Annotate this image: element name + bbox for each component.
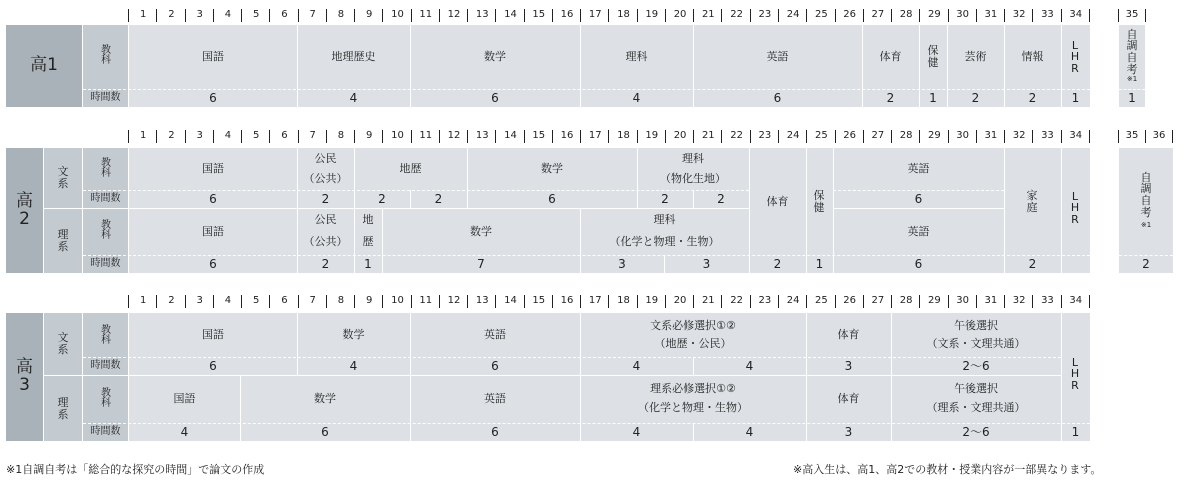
- b-subject-kokugo: 国語: [202, 162, 224, 176]
- period-number: 20: [673, 9, 687, 21]
- footnote-konyusei: ※高入生は、高1、高2での教材・授業内容が一部異なります。: [793, 463, 1102, 476]
- subject-chireki: 地理歴史: [331, 50, 376, 64]
- period-number: 13: [475, 295, 489, 307]
- r-hours-gogo: 2～6: [962, 424, 990, 439]
- r-hours-hisshu-b: 4: [745, 424, 754, 439]
- hours-lhr: 1: [1071, 90, 1080, 105]
- period-number: 5: [252, 295, 260, 307]
- hours-row-label: 時間数: [90, 91, 121, 103]
- grade2-period-ruler: [0, 128, 1187, 146]
- r-subject-sugaku: 数学: [470, 224, 492, 238]
- b-hours-kokugo: 6: [209, 358, 217, 373]
- hours-taiiku: 2: [886, 90, 895, 105]
- r-hours-eigo: 6: [914, 256, 923, 271]
- period-number: 15: [532, 130, 546, 142]
- period-number: 4: [224, 9, 232, 21]
- period-number: 25: [814, 130, 828, 142]
- period-number: 22: [730, 130, 743, 142]
- period-number: 33: [1041, 130, 1054, 142]
- period-number: 2: [168, 9, 175, 21]
- period-number: 6: [281, 9, 288, 21]
- period-number: 35: [1125, 130, 1139, 142]
- period-number: 31: [984, 295, 998, 307]
- period-number: 17: [588, 9, 602, 21]
- period-number: 4: [224, 295, 232, 307]
- r-subject-kokugo: 国語: [173, 392, 196, 406]
- period-number: 29: [928, 9, 941, 21]
- grade3-label: 高 3: [16, 357, 33, 395]
- period-number: 21: [701, 9, 715, 21]
- period-number: 10: [391, 130, 404, 142]
- period-number: 13: [475, 9, 489, 21]
- period-number: 19: [645, 295, 659, 307]
- period-number: 2: [168, 130, 175, 142]
- r-hours-kokugo: 4: [180, 424, 189, 439]
- period-number: 13: [475, 130, 489, 142]
- b-hours-hisshu-b: 4: [745, 358, 754, 373]
- period-number: 6: [281, 295, 288, 307]
- period-number: 31: [984, 130, 998, 142]
- r-hours-rika-a: 3: [618, 256, 626, 271]
- b-subject-eigo: 英語: [907, 162, 930, 176]
- period-number: 32: [1012, 295, 1026, 307]
- period-number: 9: [366, 9, 373, 21]
- subject-joho: 情報: [1021, 50, 1044, 64]
- b-hours-sugaku: 4: [349, 358, 358, 373]
- hours-row-label: 時間数: [90, 258, 121, 270]
- subject-row-label: 教 科: [101, 324, 111, 346]
- period-number: 14: [504, 9, 517, 21]
- period-tick: [1145, 130, 1146, 143]
- period-number: 6: [281, 130, 288, 142]
- b-hours-hisshu-a: 4: [632, 358, 641, 373]
- b-hours-taiiku: 3: [844, 358, 853, 373]
- b-subject-rika-sub: （物化生地）: [660, 172, 726, 186]
- period-number: 15: [532, 9, 546, 21]
- period-number: 9: [366, 130, 373, 142]
- period-number: 28: [899, 295, 913, 307]
- period-number: 27: [871, 295, 885, 307]
- period-number: 34: [1069, 295, 1083, 307]
- subject-lhr: L H R: [1070, 38, 1080, 75]
- period-number: 8: [337, 130, 345, 142]
- period-number: 33: [1041, 9, 1054, 21]
- period-number: 12: [447, 130, 461, 142]
- period-number: 7: [309, 9, 316, 21]
- r-subject-eigo: 英語: [484, 392, 506, 406]
- b-hours-sugaku: 6: [548, 191, 556, 206]
- period-number: 27: [871, 9, 885, 21]
- b-hours-eigo: 6: [914, 191, 923, 206]
- b-subject-eigo: 英語: [484, 328, 506, 342]
- period-number: 30: [956, 130, 970, 142]
- period-number: 26: [843, 130, 856, 142]
- period-number: 7: [309, 130, 316, 142]
- b-subject-rika: 理科: [682, 152, 704, 166]
- period-number: 35: [1125, 9, 1139, 21]
- period-tick: [1172, 130, 1173, 143]
- period-tick: [1118, 130, 1119, 143]
- period-number: 5: [252, 130, 260, 142]
- r-hours-hisshu-a: 4: [632, 424, 641, 439]
- period-number: 23: [758, 9, 772, 21]
- period-number: 12: [447, 9, 461, 21]
- hours-row-label: 時間数: [90, 193, 121, 205]
- r-hours-sugaku: 6: [321, 424, 329, 439]
- period-number: 29: [928, 295, 941, 307]
- b-hours-chireki-a: 2: [378, 191, 386, 206]
- period-number: 17: [588, 295, 602, 307]
- period-number: 33: [1041, 295, 1054, 307]
- r-subject-rika-sub: （化学と物理・生物）: [609, 235, 720, 249]
- period-number: 14: [504, 295, 517, 307]
- subject-geijutsu: 芸術: [964, 50, 987, 64]
- subject-sugaku: 数学: [484, 50, 506, 64]
- hours-hoken: 1: [815, 256, 824, 271]
- subject-rika: 理科: [625, 50, 648, 64]
- b-subject-hisshu-sub: （地歴・公民）: [654, 337, 732, 351]
- r-hours-rika-b: 3: [702, 256, 711, 271]
- period-number: 4: [224, 130, 232, 142]
- b-subject-taiiku: 体育: [837, 328, 860, 342]
- period-number: 11: [419, 9, 433, 21]
- subject-eigo: 英語: [766, 50, 789, 64]
- period-number: 34: [1069, 130, 1083, 142]
- period-number: 9: [366, 295, 373, 307]
- hours-hoken: 1: [929, 90, 937, 105]
- period-number: 3: [196, 9, 203, 21]
- subject-taiiku: 体育: [879, 50, 902, 64]
- period-number: 8: [337, 9, 345, 21]
- hours-lhr: 1: [1071, 424, 1080, 439]
- period-number: 26: [843, 9, 856, 21]
- period-number: 31: [984, 9, 998, 21]
- grade3-period-ruler: [0, 293, 1187, 311]
- period-number: 24: [786, 130, 800, 142]
- subject-lhr: L H R: [1070, 189, 1080, 226]
- subject-row-label: 教 科: [101, 387, 111, 409]
- period-number: 11: [419, 295, 433, 307]
- grade1-period-ruler: [0, 0, 1187, 24]
- jishu-note: ※1: [1140, 220, 1152, 229]
- period-number: 29: [928, 130, 941, 142]
- period-number: 16: [560, 9, 574, 21]
- hours-rika: 4: [632, 90, 641, 105]
- hours-taiiku: 2: [773, 256, 782, 271]
- period-number: 27: [871, 130, 885, 142]
- period-number: 25: [814, 295, 828, 307]
- period-number: 1: [139, 9, 147, 21]
- period-number: 20: [673, 130, 687, 142]
- b-subject-komin-sub: （公共）: [303, 172, 348, 186]
- period-number: 22: [730, 295, 743, 307]
- period-number: 24: [786, 295, 800, 307]
- period-number: 24: [786, 9, 800, 21]
- b-subject-kokugo: 国語: [202, 328, 224, 342]
- subject-row-label: 教 科: [101, 219, 111, 241]
- period-number: 30: [956, 295, 970, 307]
- subject-taiiku: 体育: [766, 194, 789, 208]
- period-number: 3: [196, 295, 203, 307]
- b-subject-chireki: 地歴: [399, 162, 422, 176]
- period-number: 1: [139, 295, 147, 307]
- hours-eigo: 6: [773, 90, 782, 105]
- hours-sugaku: 6: [491, 90, 499, 105]
- hours-row-label: 時間数: [90, 425, 121, 437]
- period-number: 18: [617, 130, 630, 142]
- hours-geijutsu: 2: [971, 90, 980, 105]
- track-rikei: 理 系: [57, 396, 69, 421]
- r-subject-chireki-sub: 歴: [362, 235, 374, 249]
- jishu-label: 自 調 自 考: [1126, 27, 1138, 76]
- track-bunkei: 文 系: [57, 165, 69, 190]
- r-subject-eigo: 英語: [907, 224, 930, 238]
- period-number: 5: [252, 9, 260, 21]
- b-subject-gogo: 午後選択: [954, 319, 998, 333]
- jishu-note: ※1: [1126, 74, 1138, 83]
- subject-lhr: L H R: [1070, 355, 1080, 392]
- hours-katei: 2: [1028, 256, 1037, 271]
- period-number: 15: [532, 295, 546, 307]
- b-subject-sugaku: 数学: [342, 328, 365, 342]
- period-number: 20: [673, 295, 687, 307]
- period-number: 3: [196, 130, 203, 142]
- period-number: 14: [504, 130, 517, 142]
- jishu-label: 自 調 自 考: [1140, 170, 1152, 219]
- period-tick: [1118, 9, 1119, 22]
- period-number: 19: [645, 130, 659, 142]
- period-number: 16: [560, 295, 574, 307]
- period-number: 1: [139, 130, 147, 142]
- period-number: 28: [899, 9, 913, 21]
- period-number: 25: [814, 9, 828, 21]
- period-number: 21: [701, 295, 715, 307]
- track-bunkei: 文 系: [57, 331, 69, 356]
- b-hours-gogo: 2～6: [962, 358, 990, 373]
- jishu-hours: 2: [1142, 256, 1150, 271]
- period-number: 36: [1152, 130, 1166, 142]
- r-hours-chireki: 1: [364, 256, 372, 271]
- b-subject-hisshu: 文系必修選択①②: [650, 319, 736, 333]
- r-hours-taiiku: 3: [844, 424, 853, 439]
- r-subject-hisshu-sub: （化学と物理・生物）: [638, 401, 748, 415]
- subject-katei: 家 庭: [1026, 189, 1038, 214]
- period-number: 7: [309, 295, 316, 307]
- subject-row-label: 教 科: [101, 157, 111, 179]
- r-subject-sugaku: 数学: [314, 392, 336, 406]
- grade1-label: 高1: [30, 55, 58, 76]
- r-hours-eigo: 6: [491, 424, 499, 439]
- hours-kokugo: 6: [209, 90, 217, 105]
- period-number: 11: [419, 130, 433, 142]
- period-number: 23: [758, 295, 772, 307]
- period-number: 18: [617, 295, 630, 307]
- r-subject-komin-sub: （公共）: [303, 235, 348, 249]
- r-subject-chireki: 地: [362, 213, 374, 227]
- period-number: 10: [391, 295, 404, 307]
- b-hours-rika-b: 2: [717, 191, 725, 206]
- subject-hoken: 保 健: [813, 189, 825, 214]
- r-hours-komin: 2: [321, 256, 330, 271]
- hours-joho: 2: [1028, 90, 1037, 105]
- period-number: 10: [391, 9, 404, 21]
- period-number: 8: [337, 295, 345, 307]
- period-number: 23: [758, 130, 772, 142]
- subject-row-label: 教 科: [101, 44, 111, 66]
- r-subject-taiiku: 体育: [837, 392, 860, 406]
- r-hours-kokugo: 6: [209, 256, 217, 271]
- period-number: 34: [1069, 9, 1083, 21]
- subject-kokugo: 国語: [202, 50, 224, 64]
- track-rikei: 理 系: [57, 228, 69, 253]
- col-divider: [1061, 148, 1062, 273]
- r-subject-rika: 理科: [653, 213, 676, 227]
- period-number: 22: [730, 9, 743, 21]
- period-number: 32: [1012, 130, 1026, 142]
- b-subject-gogo-sub: （文系・文理共通）: [926, 337, 1026, 351]
- r-subject-kokugo: 国語: [202, 224, 224, 238]
- b-hours-chireki-b: 2: [434, 191, 443, 206]
- col-divider: [1061, 313, 1062, 441]
- b-subject-sugaku: 数学: [541, 162, 563, 176]
- hours-chireki: 4: [349, 90, 358, 105]
- period-number: 17: [588, 130, 602, 142]
- period-number: 18: [617, 9, 630, 21]
- b-hours-komin: 2: [321, 191, 330, 206]
- period-number: 28: [899, 130, 913, 142]
- period-tick: [1145, 9, 1146, 22]
- period-number: 2: [168, 295, 175, 307]
- r-subject-hisshu: 理系必修選択①②: [650, 382, 736, 396]
- period-number: 21: [701, 130, 715, 142]
- b-hours-rika-a: 2: [661, 191, 669, 206]
- r-hours-sugaku: 7: [477, 256, 485, 271]
- period-number: 19: [645, 9, 659, 21]
- footnote-jishu: ※1自調自考は「総合的な探究の時間」で論文の作成: [6, 463, 265, 476]
- r-subject-gogo-sub: （理系・文理共通）: [926, 401, 1026, 415]
- period-number: 32: [1012, 9, 1026, 21]
- b-hours-kokugo: 6: [209, 191, 217, 206]
- subject-hoken: 保 健: [927, 44, 939, 69]
- period-number: 12: [447, 295, 461, 307]
- hours-row-label: 時間数: [90, 359, 121, 371]
- jishu-hours: 1: [1128, 90, 1136, 105]
- r-subject-gogo: 午後選択: [954, 382, 998, 396]
- b-hours-eigo: 6: [491, 358, 499, 373]
- period-number: 16: [560, 130, 574, 142]
- period-number: 30: [956, 9, 970, 21]
- b-subject-komin: 公民: [314, 152, 337, 166]
- r-subject-komin: 公民: [314, 213, 337, 227]
- period-number: 26: [843, 295, 856, 307]
- grade2-label: 高 2: [16, 190, 33, 229]
